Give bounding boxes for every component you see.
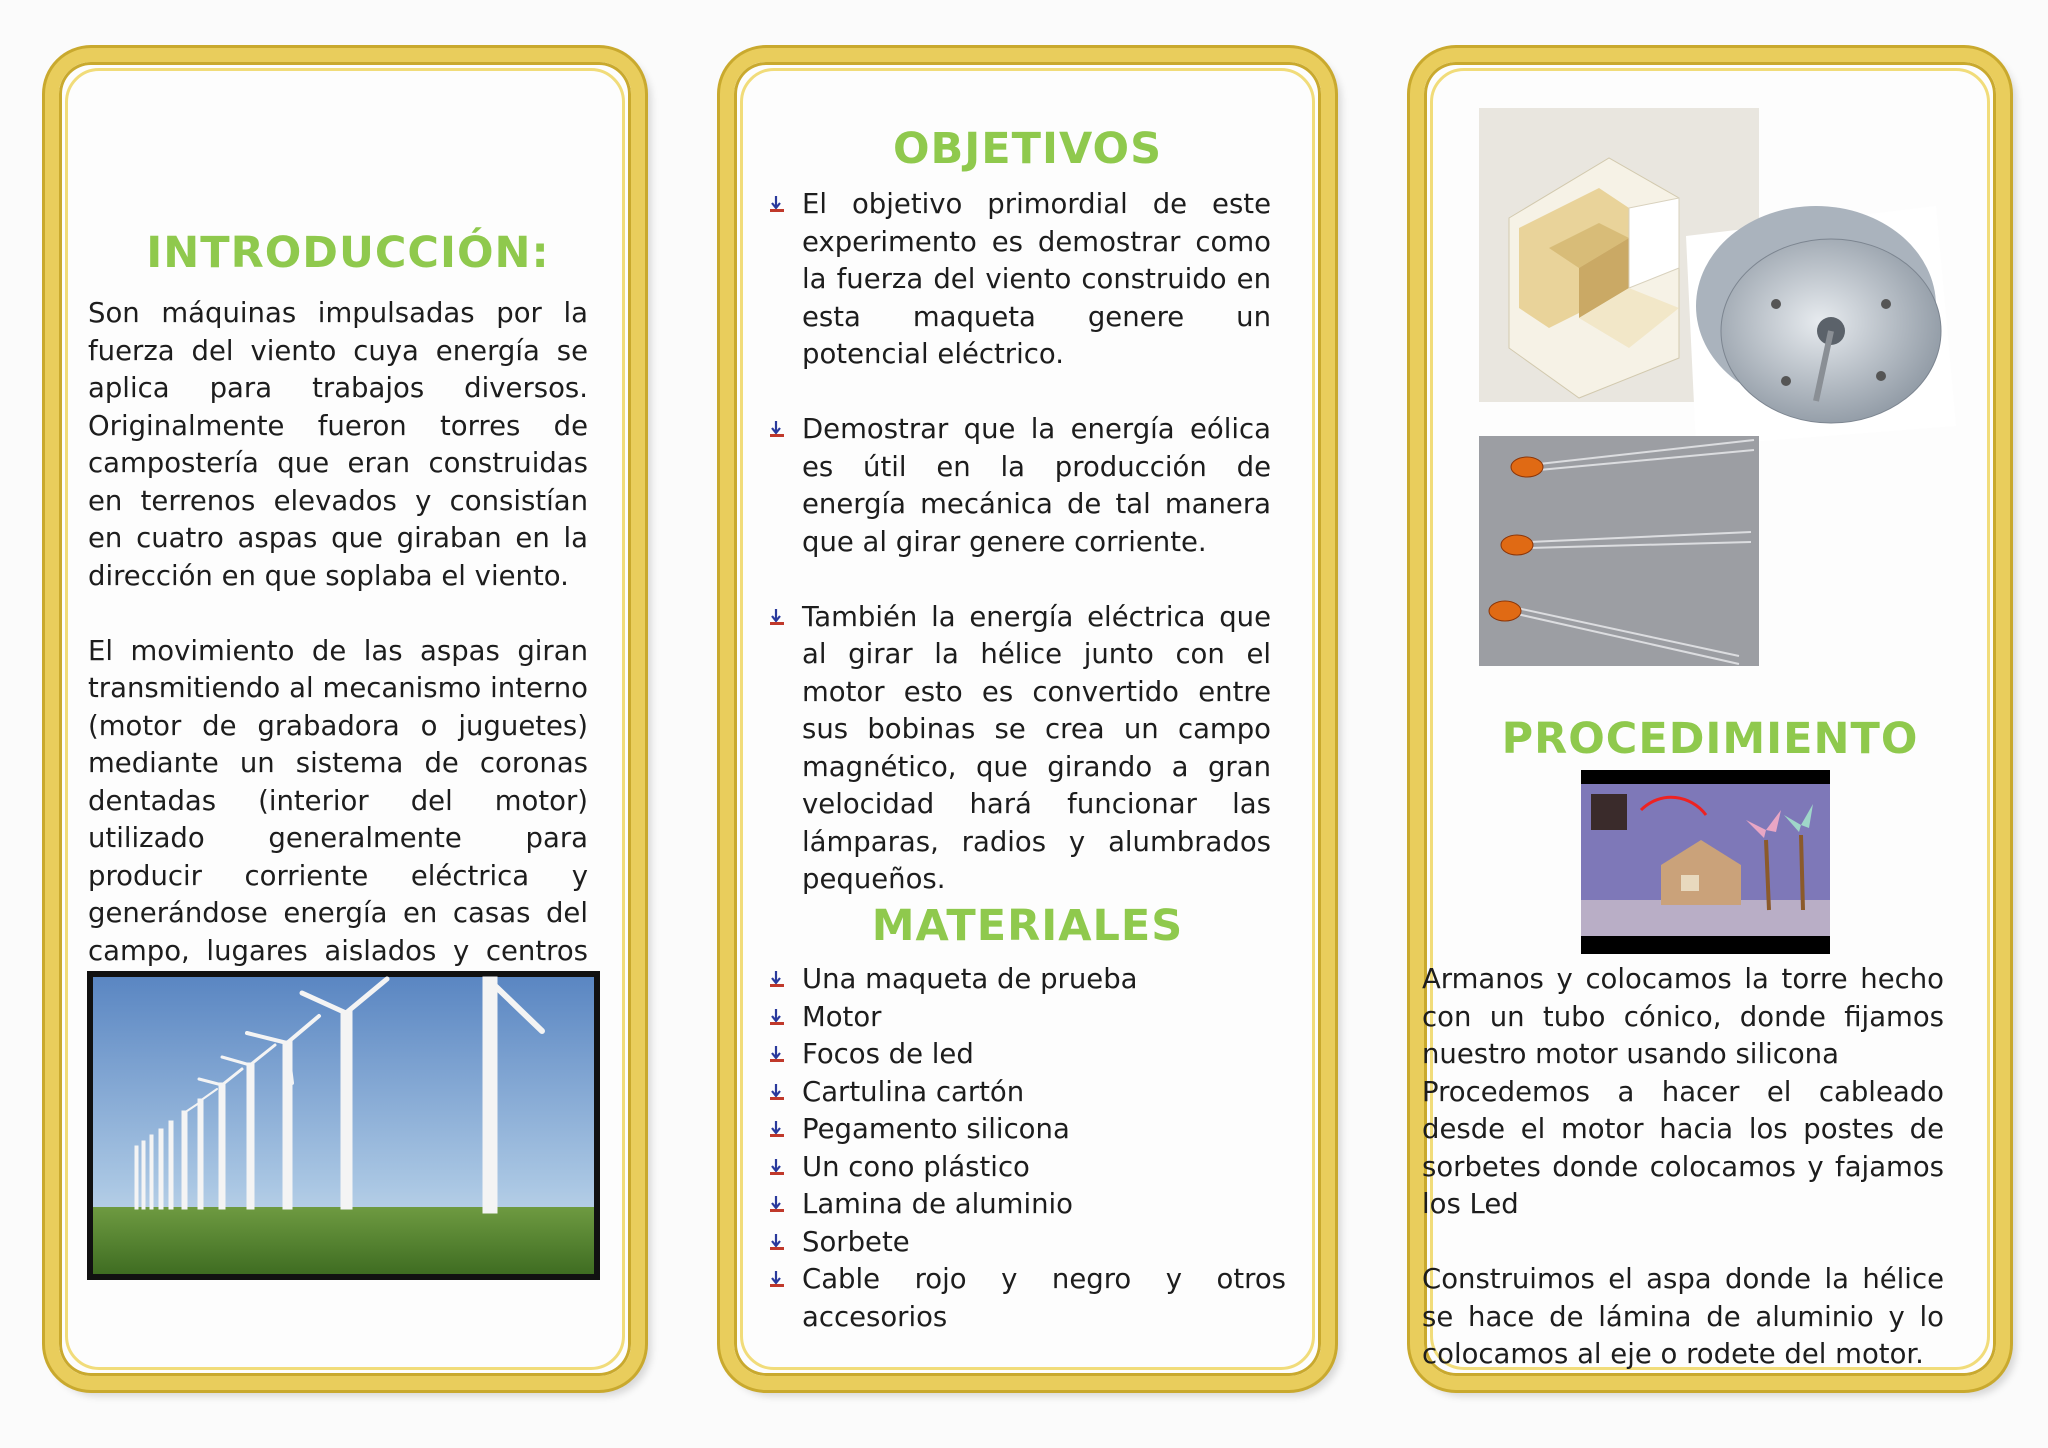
windmill-house-model-photo bbox=[1581, 770, 1830, 954]
arrow-bullet-icon bbox=[768, 1008, 786, 1028]
list-item bbox=[766, 1261, 1286, 1336]
material-text: Cable rojo y negro y otros accesorios bbox=[802, 1263, 1286, 1333]
arrow-bullet-icon bbox=[768, 195, 786, 215]
material-text: Sorbete bbox=[802, 1225, 910, 1258]
material-text: Lamina de aluminio bbox=[802, 1188, 1073, 1220]
list-item bbox=[766, 1224, 1286, 1262]
material-text: Una maqueta de prueba bbox=[802, 963, 1138, 995]
arrow-bullet-icon bbox=[768, 1083, 786, 1103]
intro-paragraph-2: El movimiento de las aspas giran transmitiendo al mecanismo interno (motor de grabadora o juguetes) mediante un sistema de coronas dentadas (interior del motor) utilizado generalmente para producir corriente eléctrica y generándose energía en casas del campo, lugares aislados y centros bbox=[88, 634, 588, 967]
arrow-bullet-icon bbox=[768, 1195, 786, 1215]
list-item bbox=[766, 1186, 1286, 1224]
dc-motor-photo bbox=[1666, 196, 1966, 452]
introduccion-heading: INTRODUCCIÓN: bbox=[146, 228, 550, 278]
material-text: Cartulina cartón bbox=[802, 1075, 1025, 1108]
material-text: Motor bbox=[802, 1000, 882, 1033]
procedimiento-text bbox=[1422, 961, 1944, 1374]
list-item bbox=[766, 1036, 1286, 1074]
wind-turbines-photo bbox=[87, 971, 600, 1280]
material-text: Pegamento silicona bbox=[802, 1113, 1070, 1145]
material-text: Focos de led bbox=[802, 1038, 974, 1070]
list-item bbox=[766, 999, 1286, 1037]
material-text: Un cono plástico bbox=[802, 1150, 1030, 1183]
procedimiento-heading: PROCEDIMIENTO bbox=[1501, 714, 1919, 764]
objetivo-text-3: También la energía eléctrica que al girar la hélice junto con el motor esto es convertido entre sus bobinas se crea un campo magnético, que girando a gran velocidad hará funcionar las lámparas, radios y alumbrados pequeños. bbox=[802, 600, 1271, 895]
list-item bbox=[766, 186, 1271, 374]
list-item bbox=[766, 961, 1286, 999]
list-item bbox=[766, 599, 1271, 899]
intro-paragraph-1: Son máquinas impulsadas por la fuerza del viento cuya energía se aplica para trabajos diversos. Originalmente fueron torres de campostería que eran construidas en terrenos elevados y consistían en cuatro aspas que giraban en la dirección en que soplaba el viento. bbox=[88, 297, 588, 592]
procedimiento-paragraph-2: Procedemos a hacer el cableado desde el motor hacia los postes de sorbetes donde colocamos y fajamos los Led bbox=[1422, 1075, 1944, 1220]
list-item bbox=[766, 1111, 1286, 1149]
leds-photo bbox=[1479, 436, 1759, 666]
arrow-bullet-icon bbox=[768, 420, 786, 440]
list-item bbox=[766, 1149, 1286, 1187]
arrow-bullet-icon bbox=[768, 970, 786, 990]
objetivos-list bbox=[766, 186, 1271, 899]
intro-text bbox=[88, 295, 588, 1008]
arrow-bullet-icon bbox=[768, 608, 786, 628]
arrow-bullet-icon bbox=[768, 1045, 786, 1065]
procedimiento-paragraph-1: Armanos y colocamos la torre hecho con un tubo cónico, donde fijamos nuestro motor usando silicona bbox=[1422, 963, 1944, 1070]
materiales-heading: MATERIALES bbox=[871, 901, 1184, 951]
list-item bbox=[766, 411, 1271, 561]
arrow-bullet-icon bbox=[768, 1158, 786, 1178]
procedimiento-paragraph-3: Construimos el aspa donde la hélice se hace de lámina de aluminio y lo colocamos al eje o rodete del motor. bbox=[1422, 1263, 1944, 1370]
arrow-bullet-icon bbox=[768, 1120, 786, 1140]
objetivos-heading: OBJETIVOS bbox=[892, 124, 1163, 174]
list-item bbox=[766, 1074, 1286, 1112]
objetivo-text-1: El objetivo primordial de este experimento es demostrar como la fuerza del viento construido en esta maqueta genere un potencial eléctrico. bbox=[802, 188, 1271, 370]
objetivo-text-2: Demostrar que la energía eólica es útil en la producción de energía mecánica de tal manera que al girar genere corriente. bbox=[802, 413, 1271, 558]
arrow-bullet-icon bbox=[768, 1233, 786, 1253]
arrow-bullet-icon bbox=[768, 1270, 786, 1290]
materiales-list bbox=[766, 961, 1286, 1336]
